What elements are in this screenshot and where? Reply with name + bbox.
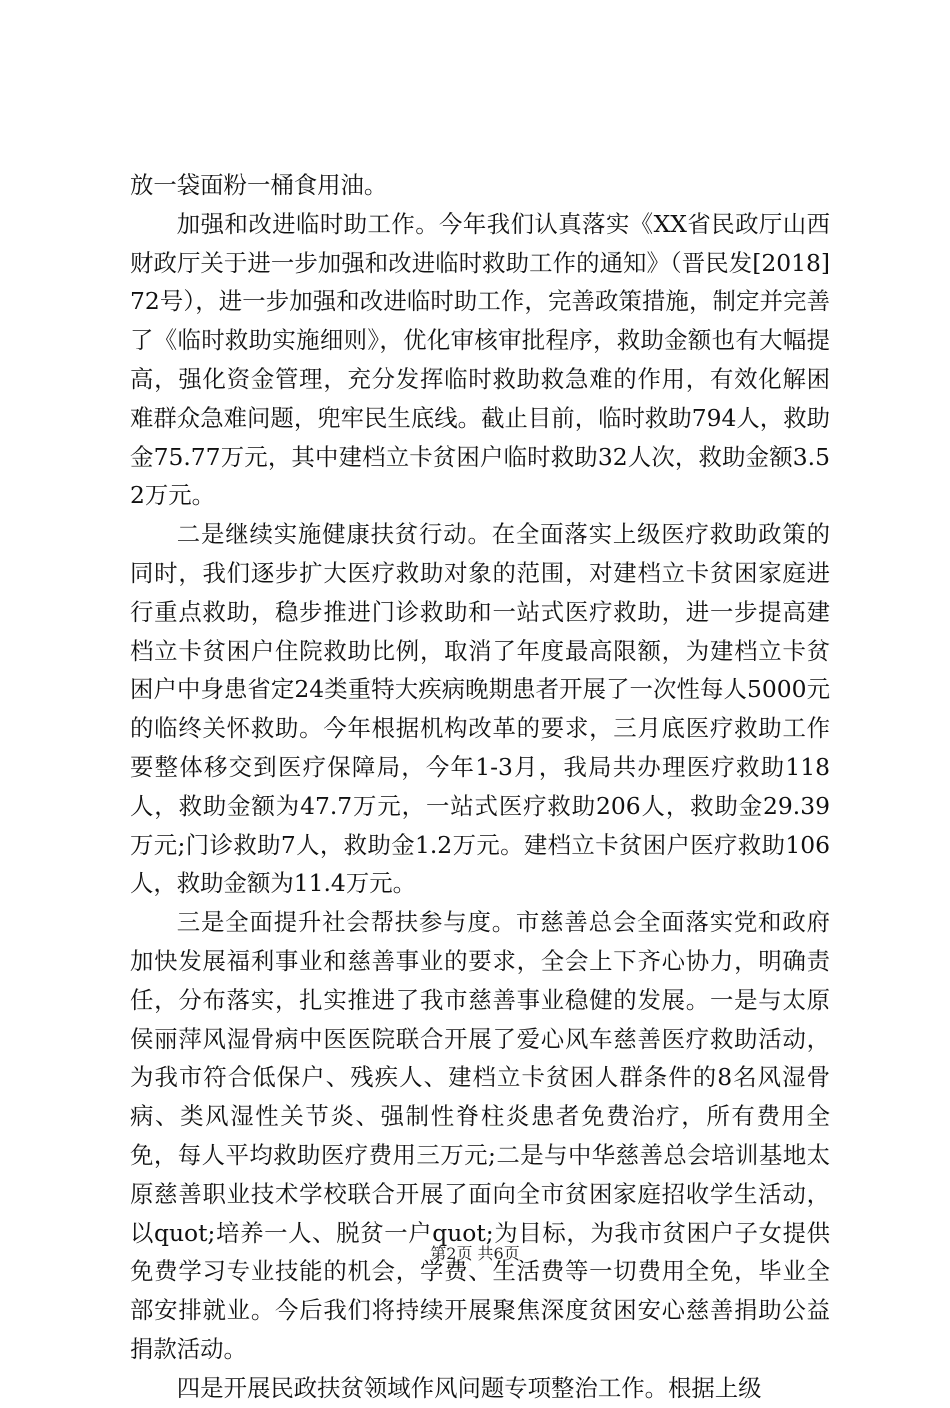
paragraph-health-poverty-relief: 二是继续实施健康扶贫行动。在全面落实上级医疗救助政策的同时，我们逐步扩大医疗救助对象的范围，对建档立卡贫困家庭进行重点救助，稳步推进门诊救助和一站式医疗救助，进一步提高建档立卡贫困户住院救助比例，取消了年度最高限额，为建档立卡贫困户中身患省定24类重特大疾病晚期患者开展了一次性每人5000元的临终关怀救助。今年根据机构改革的要求，三月底医疗救助工作要整体移交到医疗保障局，今年1-3月，我局共办理医疗救助118人，救助金额为47.7万元，一站式医疗救助206人，救助金29.39万元;门诊救助7人，救助金1.2万元。建档立卡贫困户医疗救助106人，救助金额为11.4万元。: [130, 520, 830, 898]
paragraph-temporary-assistance: 加强和改进临时助工作。今年我们认真落实《XX省民政厅山西财政厅关于进一步加强和改进临时救助工作的通知》（晋民发[2018]72号），进一步加强和改进临时助工作，完善政策措施，制定并完善了《临时救助实施细则》，优化审核审批程序，救助金额也有大幅提高，强化资金管理，充分发挥临时救助救急难的作用，有效化解困难群众急难问题，兜牢民生底线。截止目前，临时救助794人，救助金75.77万元，其中建档立卡贫困户临时救助32人次，救助金额3.52万元。: [130, 209, 830, 510]
page-number-footer: 第2页 共6页: [430, 1244, 520, 1263]
paragraph-social-assistance: 三是全面提升社会帮扶参与度。市慈善总会全面落实党和政府加快发展福利事业和慈善事业的要求，全会上下齐心协力，明确责任，分布落实，扎实推进了我市慈善事业稳健的发展。一是与太原侯丽萍风湿骨病中医医院联合开展了爱心风车慈善医疗救助活动，为我市符合低保户、残疾人、建档立卡贫困人群条件的8名风湿骨病、类风湿性关节炎、强制性脊柱炎患者免费治疗，所有费用全免，每人平均救助医疗费用三万元;二是与中华慈善总会培训基地太原慈善职业技术学校联合开展了面向全市贫困家庭招收学生活动，以quot;培养一人、脱贫一户quot;为目标，为我市贫困户子女提供免费学习专业技能的机会，学费、生活费等一切费用全免，毕业全部安排就业。今后我们将持续开展聚焦深度贫困安心慈善捐助公益捐款活动。: [130, 908, 830, 1363]
document-body: [130, 166, 830, 1408]
paragraph-rectification: 四是开展民政扶贫领域作风问题专项整治工作。根据上级: [176, 1373, 762, 1402]
paragraph-continuation: 放一袋面粉一桶食用油。: [130, 171, 388, 199]
